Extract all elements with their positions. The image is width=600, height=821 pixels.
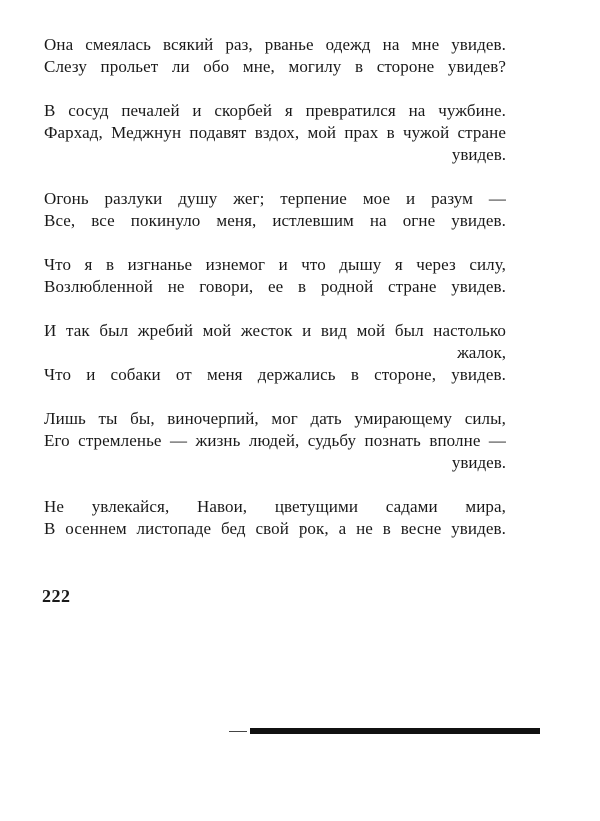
poem-line-continuation: увидев. bbox=[451, 453, 506, 472]
stanza bbox=[44, 188, 506, 232]
poem-line: Все, все покинуло меня, истлевшим на огне увидев. bbox=[44, 211, 506, 230]
stanza bbox=[44, 496, 506, 540]
poem-line: Не увлекайся, Навои, цветущими садами мира, bbox=[44, 497, 506, 516]
poem-line: И так был жребий мой жесток и вид мой был настолько bbox=[44, 321, 506, 340]
poem-line: Что и собаки от меня держались в стороне, увидев. bbox=[44, 365, 506, 384]
poem-line-continuation: жалок, bbox=[457, 343, 506, 362]
poem-line: В осеннем листопаде бед свой рок, а не в весне увидев. bbox=[44, 519, 506, 538]
poem-line: Лишь ты бы, виночерпий, мог дать умирающему силы, bbox=[44, 409, 506, 428]
stanza bbox=[44, 100, 506, 166]
stanza bbox=[44, 254, 506, 298]
page-number: 222 bbox=[42, 586, 71, 606]
poem-line: Фархад, Меджнун подавят вздох, мой прах в чужой стране bbox=[44, 123, 506, 142]
poem-text bbox=[44, 34, 506, 562]
poem-line: Что я в изгнанье изнемог и что дышу я через силу, bbox=[44, 255, 506, 274]
poem-line: Огонь разлуки душу жег; терпение мое и разум — bbox=[44, 189, 506, 208]
stanza bbox=[44, 408, 506, 474]
stanza bbox=[44, 320, 506, 386]
poem-line: В сосуд печалей и скорбей я превратился на чужбине. bbox=[44, 101, 506, 120]
poem-line-continuation: увидев. bbox=[451, 145, 506, 164]
stanza bbox=[44, 34, 506, 78]
poem-line: Она смеялась всякий раз, рванье одежд на мне увидев. bbox=[44, 35, 506, 54]
poem-line: Возлюбленной не говори, ее в родной стране увидев. bbox=[44, 277, 506, 296]
footer-rule-thin bbox=[229, 731, 247, 732]
poem-line: Слезу прольет ли обо мне, могилу в стороне увидев? bbox=[44, 57, 506, 76]
footer-rule bbox=[250, 728, 540, 734]
poem-line: Его стремленье — жизнь людей, судьбу познать вполне — bbox=[44, 431, 506, 450]
